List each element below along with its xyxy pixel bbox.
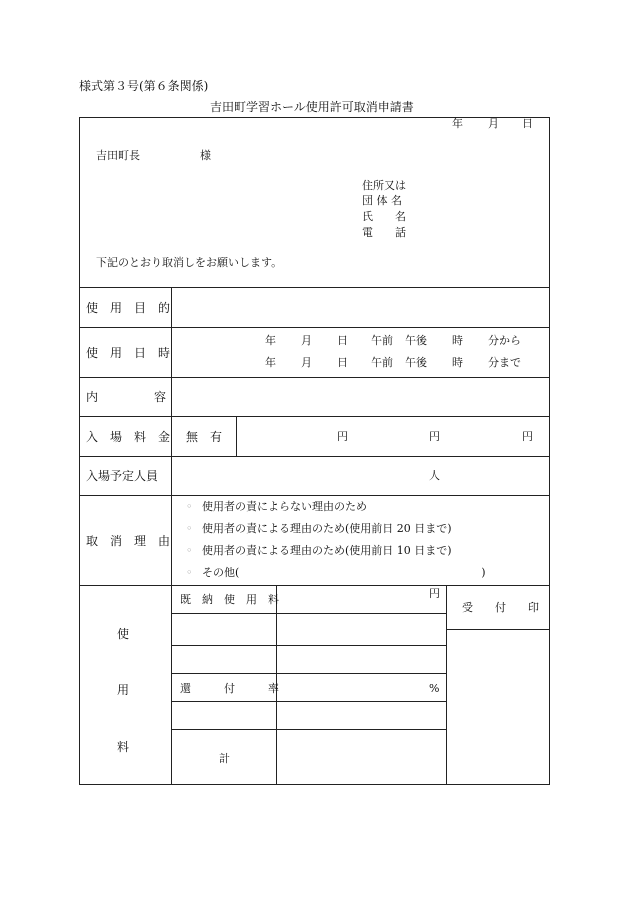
purpose-field[interactable] bbox=[172, 288, 549, 326]
attendance-label: 入場予定人員 bbox=[86, 469, 159, 483]
content-label-left: 内 bbox=[86, 390, 99, 404]
refund-rate-field[interactable] bbox=[277, 674, 445, 700]
reason-option-2[interactable] bbox=[186, 523, 452, 534]
reason-bullet-1: ◦ bbox=[186, 500, 193, 513]
start-pm: 午後 bbox=[405, 334, 427, 347]
total-label: 計 bbox=[219, 752, 230, 765]
attendance-field[interactable] bbox=[172, 457, 549, 494]
paid-fee-field[interactable] bbox=[277, 586, 445, 612]
document-title: 吉田町学習ホール使用許可取消申請書 bbox=[210, 100, 414, 114]
addressee-honorific: 様 bbox=[200, 149, 211, 162]
phone-label: 電 話 bbox=[362, 226, 406, 239]
divider-content bbox=[79, 416, 550, 417]
reason-bullet-3: ◦ bbox=[186, 544, 193, 557]
content-label-right: 容 bbox=[154, 390, 167, 404]
content-field[interactable] bbox=[172, 378, 549, 415]
reason-label: 取 消 理 由 bbox=[86, 534, 171, 548]
intro-text: 下記のとおり取消しをお願いします。 bbox=[96, 256, 283, 269]
address-label: 住所又は bbox=[362, 179, 406, 192]
start-month: 月 bbox=[301, 334, 312, 347]
reception-stamp-area bbox=[447, 630, 549, 784]
start-from: 分から bbox=[488, 334, 521, 347]
fee-presence-toggle[interactable]: 無 有 bbox=[186, 430, 223, 444]
refund-rate-label: 還 付 率 bbox=[180, 682, 279, 695]
reason-bullet-2: ◦ bbox=[186, 522, 193, 535]
start-day: 日 bbox=[337, 334, 348, 347]
divider-attendance bbox=[79, 495, 550, 496]
fees-column-char-3: 料 bbox=[117, 740, 130, 754]
reason-bullet-4: ◦ bbox=[186, 566, 193, 579]
fees-column-char-2: 用 bbox=[117, 683, 130, 697]
start-year: 年 bbox=[265, 334, 276, 347]
reason-option-2-text: 使用者の責による理由のため(使用前日 20 日まで) bbox=[202, 522, 452, 535]
reason-option-4[interactable] bbox=[186, 567, 486, 578]
fee-grid-line-2 bbox=[171, 645, 446, 646]
end-to: 分まで bbox=[488, 356, 521, 369]
start-am: 午前 bbox=[371, 334, 393, 347]
fee-amount-3-yen: 円 bbox=[522, 430, 533, 443]
attendance-unit: 人 bbox=[429, 469, 440, 482]
paid-fee-label: 既 納 使 用 料 bbox=[180, 593, 279, 606]
form-number: 様式第３号(第６条関係) bbox=[79, 79, 209, 93]
fee-amount-2-yen: 円 bbox=[429, 430, 440, 443]
reason-option-3-text: 使用者の責による理由のため(使用前日 10 日まで) bbox=[202, 544, 452, 557]
end-day: 日 bbox=[337, 356, 348, 369]
date-year: 年 bbox=[452, 117, 463, 130]
reason-option-3[interactable] bbox=[186, 545, 452, 556]
date-month: 月 bbox=[488, 117, 499, 130]
refund-rate-percent: % bbox=[429, 682, 440, 695]
purpose-label: 使 用 目 的 bbox=[86, 301, 171, 315]
applicant-name-label: 氏 名 bbox=[362, 210, 406, 223]
end-hour: 時 bbox=[452, 356, 463, 369]
paid-fee-yen: 円 bbox=[429, 587, 440, 600]
datetime-label: 使 用 日 時 bbox=[86, 346, 171, 360]
date-day: 日 bbox=[522, 117, 533, 130]
end-pm: 午後 bbox=[405, 356, 427, 369]
end-month: 月 bbox=[301, 356, 312, 369]
reception-stamp-label: 受 付 印 bbox=[462, 601, 539, 614]
addressee-name: 吉田町長 bbox=[96, 149, 140, 162]
fee-label: 入 場 料 金 bbox=[86, 430, 171, 444]
end-am: 午前 bbox=[371, 356, 393, 369]
reason-option-1[interactable] bbox=[186, 501, 367, 512]
end-year: 年 bbox=[265, 356, 276, 369]
reason-option-1-text: 使用者の責によらない理由のため bbox=[202, 500, 367, 513]
reason-option-4-text: その他( ) bbox=[202, 566, 486, 579]
fee-amount-1-yen: 円 bbox=[337, 430, 348, 443]
fee-grid-line-4 bbox=[171, 701, 446, 702]
total-field[interactable] bbox=[277, 730, 445, 784]
fee-grid-line-1 bbox=[171, 613, 446, 614]
start-hour: 時 bbox=[452, 334, 463, 347]
fees-column-char-1: 使 bbox=[117, 627, 130, 641]
group-name-label: 団 体 名 bbox=[362, 194, 402, 207]
fee-choice-divider bbox=[236, 416, 237, 456]
